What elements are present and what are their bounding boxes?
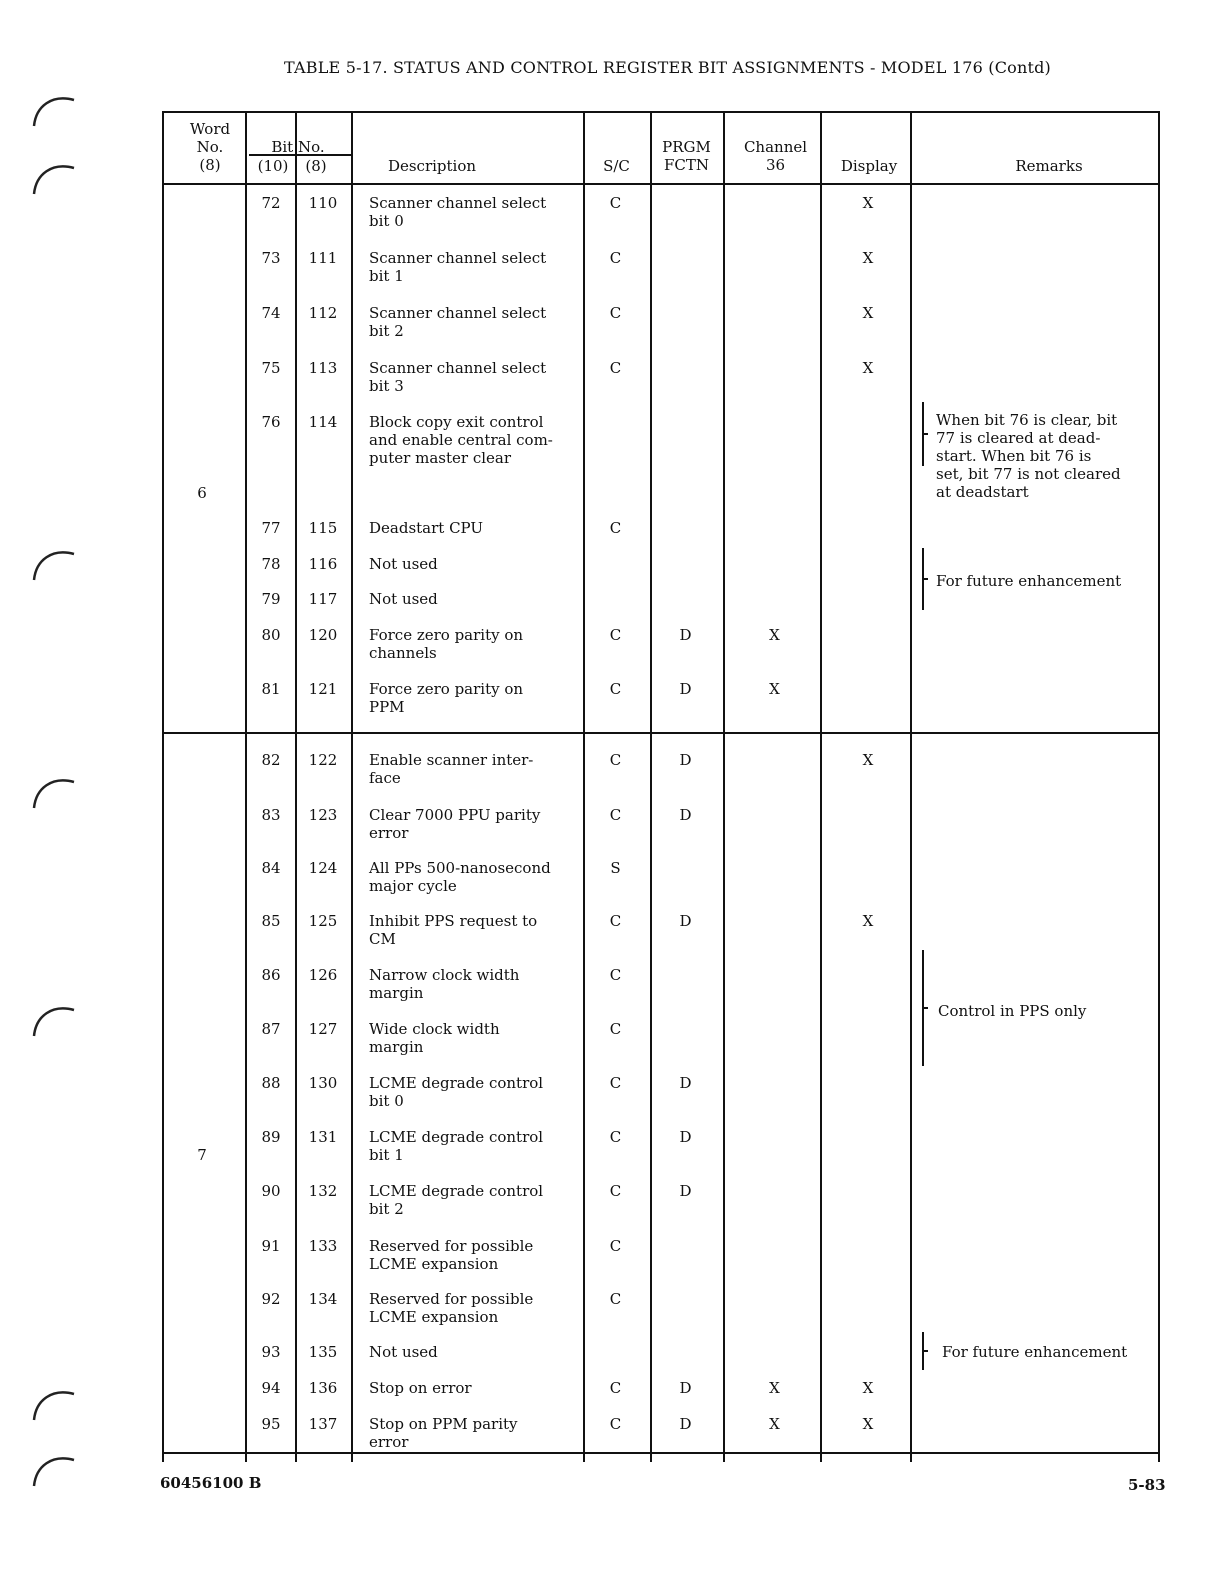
bit-decimal: 75 xyxy=(261,359,281,377)
bit-description: Deadstart CPU xyxy=(369,519,484,537)
sc-value: C xyxy=(609,249,622,267)
bit-description: Wide clock width margin xyxy=(369,1020,500,1056)
bit-decimal: 94 xyxy=(261,1379,281,1397)
column-rule xyxy=(820,111,822,1462)
bit-description: Scanner channel select bit 1 xyxy=(369,249,547,285)
sc-value: S xyxy=(610,859,621,877)
remark-text: When bit 76 is clear, bit 77 is cleared at dead- start. When bit 76 is set, bit 77 is not cleared at deadstart xyxy=(936,411,1121,501)
bit-octal: 136 xyxy=(308,1379,338,1397)
row-rule xyxy=(162,183,1160,185)
sc-value: C xyxy=(609,1379,622,1397)
word-number: 6 xyxy=(197,484,207,502)
remark-brace xyxy=(922,950,930,1066)
prgm-fctn-value: D xyxy=(679,1128,692,1146)
bit-description: Scanner channel select bit 2 xyxy=(369,304,547,340)
bit-decimal: 90 xyxy=(261,1182,281,1200)
sc-value: C xyxy=(609,304,622,322)
bit-octal: 130 xyxy=(308,1074,338,1092)
bit-decimal: 84 xyxy=(261,859,281,877)
row-rule xyxy=(162,111,1160,113)
column-rule xyxy=(162,111,164,1462)
bit-decimal: 87 xyxy=(261,1020,281,1038)
header-sc: S/C xyxy=(603,157,630,175)
bit-description: Force zero parity on PPM xyxy=(369,680,524,716)
prgm-fctn-value: D xyxy=(679,626,692,644)
prgm-fctn-value: D xyxy=(679,912,692,930)
bit-description: Narrow clock width margin xyxy=(369,966,520,1002)
sc-value: C xyxy=(609,806,622,824)
bit-description: LCME degrade control bit 0 xyxy=(369,1074,544,1110)
bit-decimal: 78 xyxy=(261,555,281,573)
bit-description: Reserved for possible LCME expansion xyxy=(369,1237,534,1273)
bit-description: Stop on error xyxy=(369,1379,472,1397)
bit-decimal: 74 xyxy=(261,304,281,322)
binder-hole-mark xyxy=(30,1380,78,1428)
remark-brace xyxy=(922,402,930,466)
bit-octal: 132 xyxy=(308,1182,338,1200)
bit-decimal: 88 xyxy=(261,1074,281,1092)
binder-hole-mark xyxy=(30,540,78,588)
bit-octal: 135 xyxy=(308,1343,338,1361)
prgm-fctn-value: D xyxy=(679,1379,692,1397)
binder-hole-mark xyxy=(30,1446,78,1494)
binder-hole-mark xyxy=(30,86,78,134)
channel-36-value: X xyxy=(769,1379,780,1397)
prgm-fctn-value: D xyxy=(679,751,692,769)
bit-description: Inhibit PPS request to CM xyxy=(369,912,538,948)
header-bit-10: (10) xyxy=(257,157,289,175)
channel-36-value: X xyxy=(769,626,780,644)
column-rule xyxy=(723,111,725,1462)
bit-decimal: 73 xyxy=(261,249,281,267)
bit-decimal: 95 xyxy=(261,1415,281,1433)
sc-value: C xyxy=(609,1290,622,1308)
bit-decimal: 86 xyxy=(261,966,281,984)
prgm-fctn-value: D xyxy=(679,1074,692,1092)
prgm-fctn-value: D xyxy=(679,806,692,824)
bit-octal: 113 xyxy=(308,359,338,377)
bit-description: LCME degrade control bit 2 xyxy=(369,1182,544,1218)
bit-description: Scanner channel select bit 0 xyxy=(369,194,547,230)
display-value: X xyxy=(862,249,874,267)
column-rule xyxy=(351,111,353,1462)
bit-description: All PPs 500-nanosecond major cycle xyxy=(369,859,551,895)
bit-octal: 112 xyxy=(308,304,338,322)
display-value: X xyxy=(862,1379,874,1397)
bit-octal: 120 xyxy=(308,626,338,644)
bit-description: Block copy exit control and enable central com- puter master clear xyxy=(369,413,553,467)
row-rule xyxy=(162,1452,1160,1454)
bit-octal: 122 xyxy=(308,751,338,769)
sc-value: C xyxy=(609,1182,622,1200)
sc-value: C xyxy=(609,1074,622,1092)
prgm-fctn-value: D xyxy=(679,1415,692,1433)
sc-value: C xyxy=(609,751,622,769)
header-display: Display xyxy=(840,157,898,175)
bit-description: Reserved for possible LCME expansion xyxy=(369,1290,534,1326)
channel-36-value: X xyxy=(769,1415,780,1433)
column-rule xyxy=(245,111,247,1462)
binder-hole-mark xyxy=(30,154,78,202)
sc-value: C xyxy=(609,912,622,930)
bit-octal: 111 xyxy=(308,249,338,267)
bit-description: Scanner channel select bit 3 xyxy=(369,359,547,395)
display-value: X xyxy=(862,912,874,930)
bit-octal: 117 xyxy=(308,590,338,608)
bit-octal: 110 xyxy=(308,194,338,212)
bit-octal: 131 xyxy=(308,1128,338,1146)
bit-description: Stop on PPM parity error xyxy=(369,1415,518,1451)
sc-value: C xyxy=(609,966,622,984)
header-word-no: Word No. (8) xyxy=(189,120,231,174)
bit-octal: 133 xyxy=(308,1237,338,1255)
sc-value: C xyxy=(609,1237,622,1255)
bit-octal: 125 xyxy=(308,912,338,930)
header-channel-36: Channel 36 xyxy=(743,138,808,174)
sc-value: C xyxy=(609,519,622,537)
table-title: TABLE 5-17. STATUS AND CONTROL REGISTER BIT ASSIGNMENTS - MODEL 176 (Contd) xyxy=(284,58,1051,77)
prgm-fctn-value: D xyxy=(679,680,692,698)
sc-value: C xyxy=(609,1128,622,1146)
column-rule xyxy=(650,111,652,1462)
page-number: 5-83 xyxy=(1128,1476,1166,1494)
sc-value: C xyxy=(609,1020,622,1038)
bit-description: Clear 7000 PPU parity error xyxy=(369,806,541,842)
bit-decimal: 91 xyxy=(261,1237,281,1255)
bit-description: LCME degrade control bit 1 xyxy=(369,1128,544,1164)
remark-brace xyxy=(922,548,930,610)
bit-octal: 127 xyxy=(308,1020,338,1038)
header-bit-8: (8) xyxy=(305,157,327,175)
bit-description: Enable scanner inter- face xyxy=(369,751,534,787)
bit-decimal: 83 xyxy=(261,806,281,824)
column-rule xyxy=(1158,111,1160,1462)
sc-value: C xyxy=(609,1415,622,1433)
bit-octal: 137 xyxy=(308,1415,338,1433)
display-value: X xyxy=(862,359,874,377)
bit-decimal: 93 xyxy=(261,1343,281,1361)
column-rule xyxy=(295,111,297,1462)
bit-description: Force zero parity on channels xyxy=(369,626,524,662)
bit-octal: 124 xyxy=(308,859,338,877)
channel-36-value: X xyxy=(769,680,780,698)
bit-octal: 134 xyxy=(308,1290,338,1308)
word-number: 7 xyxy=(197,1146,207,1164)
display-value: X xyxy=(862,304,874,322)
binder-hole-mark xyxy=(30,996,78,1044)
bit-decimal: 80 xyxy=(261,626,281,644)
bit-decimal: 82 xyxy=(261,751,281,769)
binder-hole-mark xyxy=(30,768,78,816)
header-prgm-fctn: PRGM FCTN xyxy=(662,138,711,174)
display-value: X xyxy=(862,194,874,212)
prgm-fctn-value: D xyxy=(679,1182,692,1200)
header-description: Description xyxy=(387,157,477,175)
bit-description: Not used xyxy=(369,555,438,573)
bit-octal: 114 xyxy=(308,413,338,431)
bit-decimal: 77 xyxy=(261,519,281,537)
bit-decimal: 72 xyxy=(261,194,281,212)
bit-octal: 115 xyxy=(308,519,338,537)
document-number: 60456100 B xyxy=(160,1474,262,1492)
bit-decimal: 79 xyxy=(261,590,281,608)
bit-decimal: 89 xyxy=(261,1128,281,1146)
header-remarks: Remarks xyxy=(1015,157,1083,175)
remark-text: Control in PPS only xyxy=(938,1002,1087,1020)
bit-description: Not used xyxy=(369,590,438,608)
bit-decimal: 92 xyxy=(261,1290,281,1308)
bit-octal: 123 xyxy=(308,806,338,824)
remark-text: For future enhancement xyxy=(936,572,1122,590)
sc-value: C xyxy=(609,359,622,377)
remark-text: For future enhancement xyxy=(942,1343,1128,1361)
sc-value: C xyxy=(609,626,622,644)
bit-octal: 121 xyxy=(308,680,338,698)
row-rule xyxy=(162,732,1160,734)
sc-value: C xyxy=(609,194,622,212)
bit-octal: 126 xyxy=(308,966,338,984)
bit-decimal: 81 xyxy=(261,680,281,698)
display-value: X xyxy=(862,751,874,769)
column-rule xyxy=(583,111,585,1462)
bit-octal: 116 xyxy=(308,555,338,573)
bit-decimal: 76 xyxy=(261,413,281,431)
display-value: X xyxy=(862,1415,874,1433)
sc-value: C xyxy=(609,680,622,698)
header-bit-no: Bit No. xyxy=(271,138,325,156)
remark-brace xyxy=(922,1332,930,1370)
bit-description: Not used xyxy=(369,1343,438,1361)
bit-decimal: 85 xyxy=(261,912,281,930)
